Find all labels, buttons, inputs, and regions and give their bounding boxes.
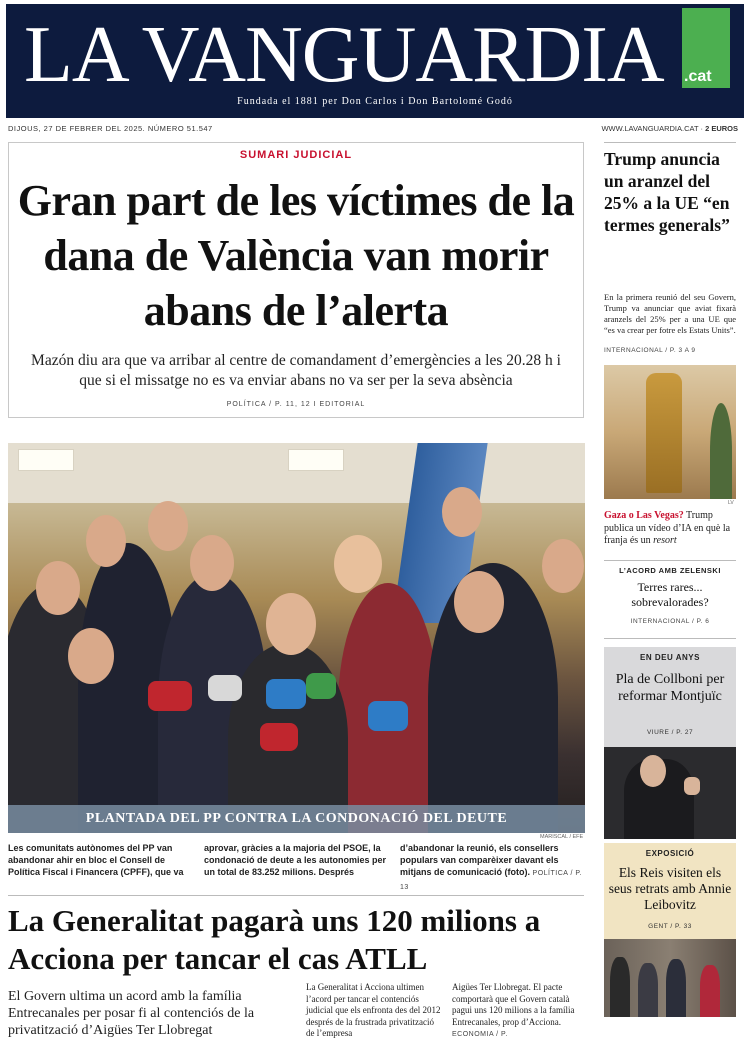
palm-tree [710,403,732,499]
photo-credit-lv: LV [728,500,734,506]
microphone [260,723,298,751]
photo-ceiling [8,443,585,503]
gold-statue [646,373,682,493]
gaza-teaser[interactable] [604,510,736,548]
divider [8,895,584,896]
gaza-lead: Gaza o Las Vegas? [604,510,684,521]
main-page-ref: POLÍTICA / P. 11, 12 I EDITORIAL [226,401,366,408]
deu-anys-headline: Pla de Collboni per reformar Montjuïc [615,672,725,704]
face [640,755,666,787]
face [190,535,234,591]
royal-visit-image[interactable] [604,939,736,1017]
photo-text-col-3-body: d’abandonar la reunió, els consellers populars van comparèixer davant els mitjans de comunicació (foto). [400,843,559,877]
microphone [208,675,242,701]
photo-credit: MARISCAL / EFE [540,834,584,840]
exposicio-box[interactable] [604,843,736,939]
second-headline[interactable]: La Generalitat pagarà uns 120 milions a Acciona per tancar el cas ATLL [8,903,541,976]
main-subhead: Mazón diu ara que va arribar al centre de comandament d’emergències a les 20.28 h i que si el missatge no es va enviar abans no va ser per la seva absència [31,352,561,389]
photo-text-col-2: aprovar, gràcies a la majoria del PSOE, la condonació de deute a les autonomies per un total de 83.252 milions. Després [204,843,387,877]
face [442,487,482,537]
face [36,561,80,615]
second-col-2 [452,982,588,1041]
gaza-italic: resort [653,535,677,546]
acord-page-ref: INTERNACIONAL / P. 6 [630,618,710,625]
second-page-ref: ECONOMIA / P. [452,1031,508,1038]
trump-statue-image[interactable] [604,365,736,499]
second-col-2-body: Aigües Ter Llobregat. El pacte comportarà que el Govern català pagui uns 120 milions a la família Entrecanales, prop d’Acciona. [452,982,575,1027]
price: 2 EUROS [705,124,738,133]
main-story[interactable] [8,142,584,418]
founded-line: Fundada el 1881 per Don Carlos i Don Bartolomé Godó [237,96,513,107]
issue-date: DIJOUS, 27 DE FEBRER DEL 2025. NÚMERO 51.547 [8,124,213,133]
acord-kicker: L’ACORD AMB ZELENSKI [619,566,721,575]
photo-caption: PLANTADA DEL PP CONTRA LA CONDONACIÓ DEL DEUTE [85,811,508,826]
microphone [368,701,408,731]
face [68,628,114,684]
gaza-text: Trump publica un vídeo d’IA en què la franja és un [604,510,731,546]
photo-text-col-3 [400,842,584,894]
ceiling-light [18,449,74,471]
figure [638,963,658,1017]
photo-text-col-1: Les comunitats autònomes del PP van abandonar ahir en bloc el Consell de Política Fiscal i Financera (CPFF), que va [8,843,184,877]
divider [604,560,736,561]
microphone [306,673,336,699]
deu-anys-box[interactable] [604,647,736,747]
masthead [6,4,744,118]
ceiling-light [288,449,344,471]
face [542,539,584,593]
dateline [8,122,738,136]
figure [666,959,686,1017]
face [334,535,382,593]
photo-text-ref: POLÍTICA / P. 13 [400,870,583,891]
divider [604,638,736,639]
face [454,571,504,633]
main-kicker: SUMARI JUDICIAL [239,149,353,161]
trump-headline[interactable]: Trump anuncia un aranzel del 25% a la UE “en termes generals” [604,149,730,235]
main-headline[interactable]: Gran part de les víctimes de la dana de València van morir abans de l’alerta [17,176,575,335]
cat-badge[interactable] [682,8,730,88]
collboni-image[interactable] [604,747,736,839]
figure [610,957,630,1017]
exposicio-kicker: EXPOSICIÓ [645,849,695,858]
press-conference-photo[interactable] [8,443,585,833]
site-url[interactable]: WWW.LAVANGUARDIA.CAT [601,124,699,133]
face [148,501,188,551]
cat-badge-label: .cat [684,68,712,85]
site-price: WWW.LAVANGUARDIA.CAT · 2 EUROS [601,124,738,133]
face [86,515,126,567]
acord-headline[interactable]: Terres rares... sobrevalorades? [631,580,709,609]
exposicio-page-ref: GENT / P. 33 [648,923,692,930]
trump-body: En la primera reunió del seu Govern, Trump va anunciar que aviat fixarà aranzels del 25% per a una UE que “es va crear per fotre els Estats Units”. [604,292,736,335]
newspaper-logo[interactable]: LA VANGUARDIA [24,11,664,99]
photo-caption-band [8,805,585,833]
trump-page-ref: INTERNACIONAL / P. 3 A 9 [604,347,696,354]
deu-anys-page-ref: VIURE / P. 27 [646,729,694,736]
second-subhead: El Govern ultima un acord amb la família Entrecanales per posar fi al contenciós de la privatització d’Aigües Ter Llobregat [8,989,255,1038]
microphone [266,679,306,709]
exposicio-headline: Els Reis visiten els seus retrats amb Annie Leibovitz [608,865,732,912]
deu-anys-kicker: EN DEU ANYS [640,653,700,662]
face [266,593,316,655]
second-col-1: La Generalitat i Acciona ultimen l’acord per tancar el contenciós judicial que els enfronta des del 2012 després de la frustrada privatització de l’empresa [306,982,441,1038]
microphone [148,681,192,711]
figure [700,965,720,1017]
divider [604,142,736,143]
raised-hand [684,777,700,795]
